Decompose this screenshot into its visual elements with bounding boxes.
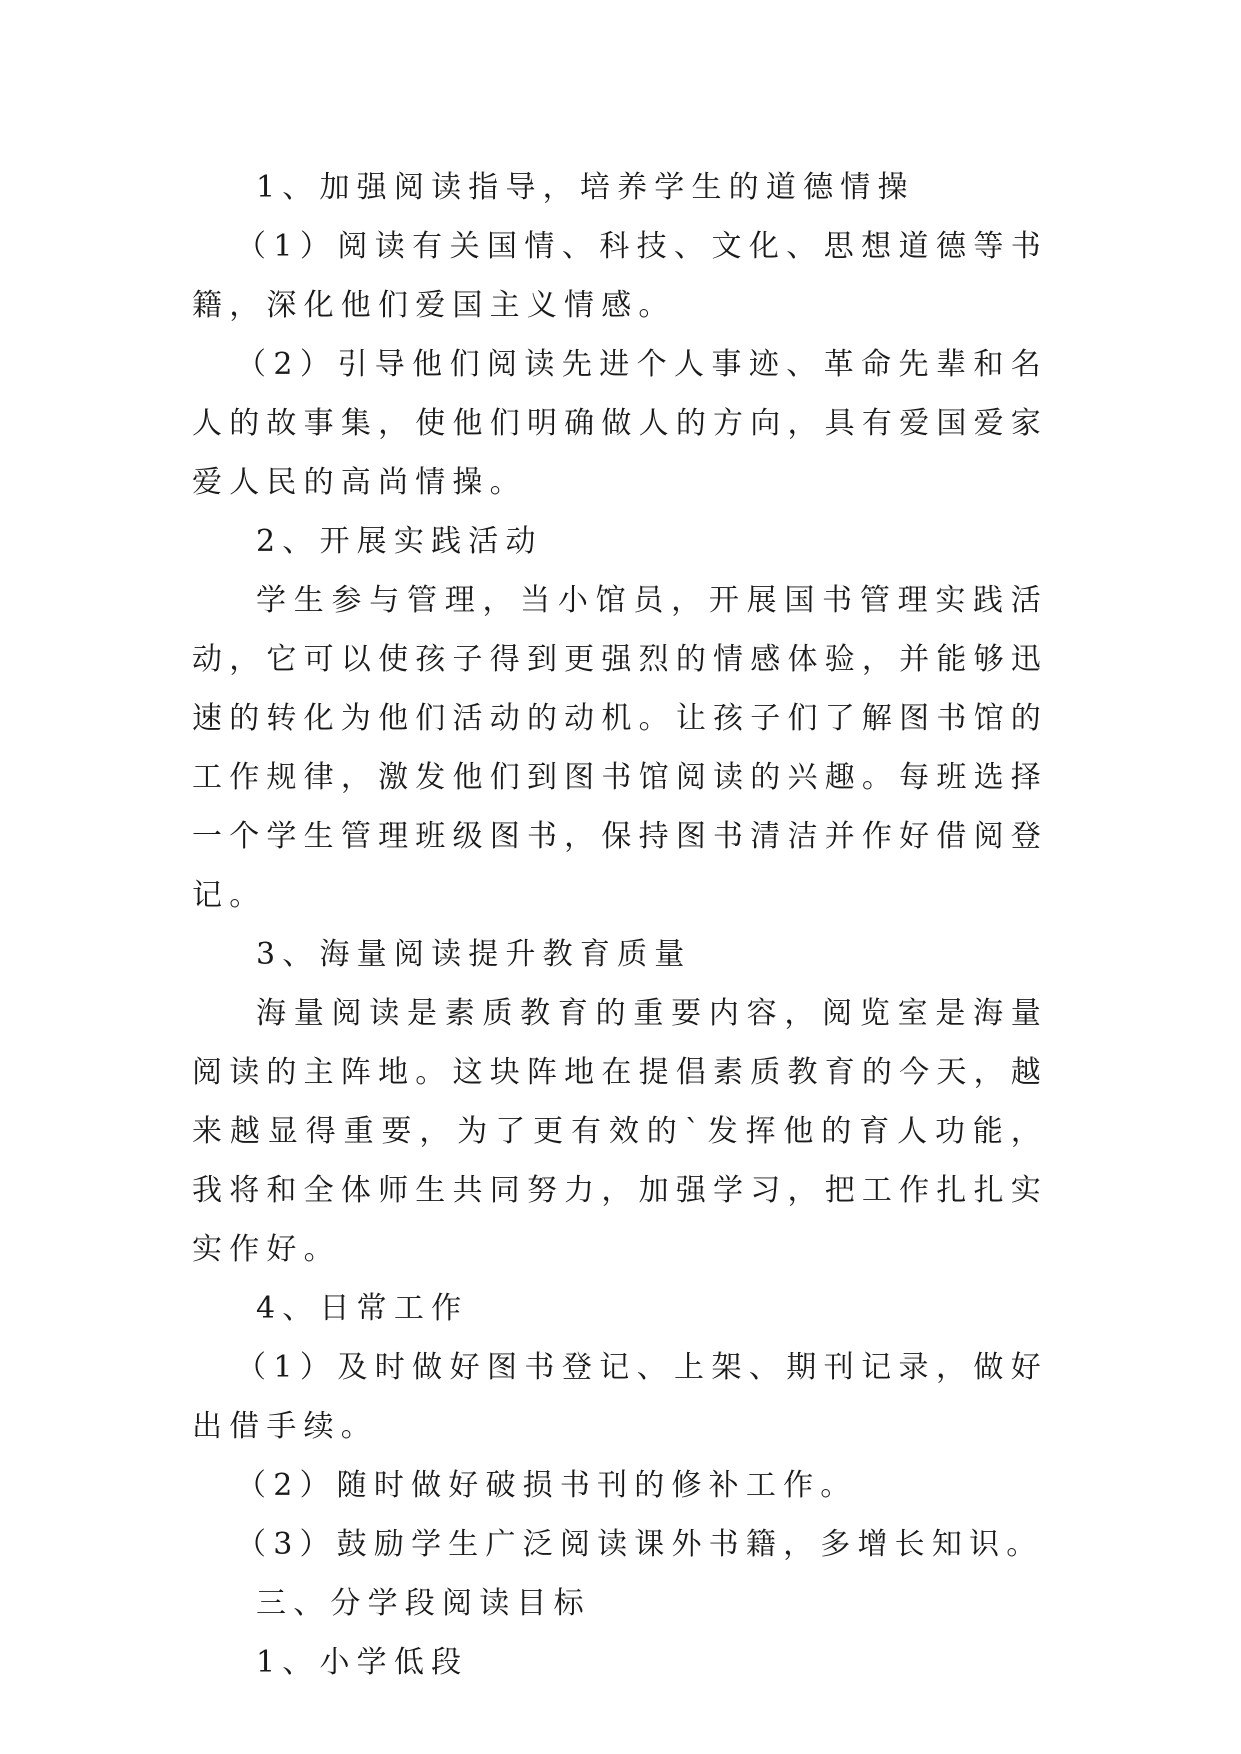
- body-paragraph: 海量阅读是素质教育的重要内容，阅览室是海量阅读的主阵地。这块阵地在提倡素质教育的今天，越来越显得重要，为了更有效的`发挥他的育人功能，我将和全体师生共同努力，加强学习，把工作扎扎实实作好。: [192, 996, 1048, 1267]
- list-item: （2）引导他们阅读先进个人事迹、革命先辈和名人的故事集，使他们明确做人的方向，具有爱国爱家爱人民的高尚情操。: [192, 347, 1048, 500]
- section-heading: 三、分学段阅读目标: [256, 1586, 591, 1621]
- list-item: （3）鼓励学生广泛阅读课外书籍，多增长知识。: [236, 1527, 1044, 1562]
- section-heading: 2、开展实践活动: [256, 524, 543, 559]
- list-item: （1）及时做好图书登记、上架、期刊记录，做好出借手续。: [192, 1350, 1048, 1444]
- body-paragraph: 学生参与管理，当小馆员，开展国书管理实践活动，它可以使孩子得到更强烈的情感体验，并能够迅速的转化为他们活动的动机。让孩子们了解图书馆的工作规律，激发他们到图书馆阅读的兴趣。每班选择一个学生管理班级图书，保持图书清洁并作好借阅登记。: [192, 583, 1048, 913]
- list-item: （2）随时做好破损书刊的修补工作。: [236, 1468, 858, 1503]
- section-heading: 4、日常工作: [256, 1291, 469, 1326]
- document-body: [192, 158, 1048, 1692]
- section-heading: 1、小学低段: [256, 1645, 469, 1680]
- section-heading: 3、海量阅读提升教育质量: [256, 937, 692, 972]
- list-item: （1）阅读有关国情、科技、文化、思想道德等书籍，深化他们爱国主义情感。: [192, 229, 1048, 323]
- section-heading: 1、加强阅读指导，培养学生的道德情操: [256, 170, 915, 205]
